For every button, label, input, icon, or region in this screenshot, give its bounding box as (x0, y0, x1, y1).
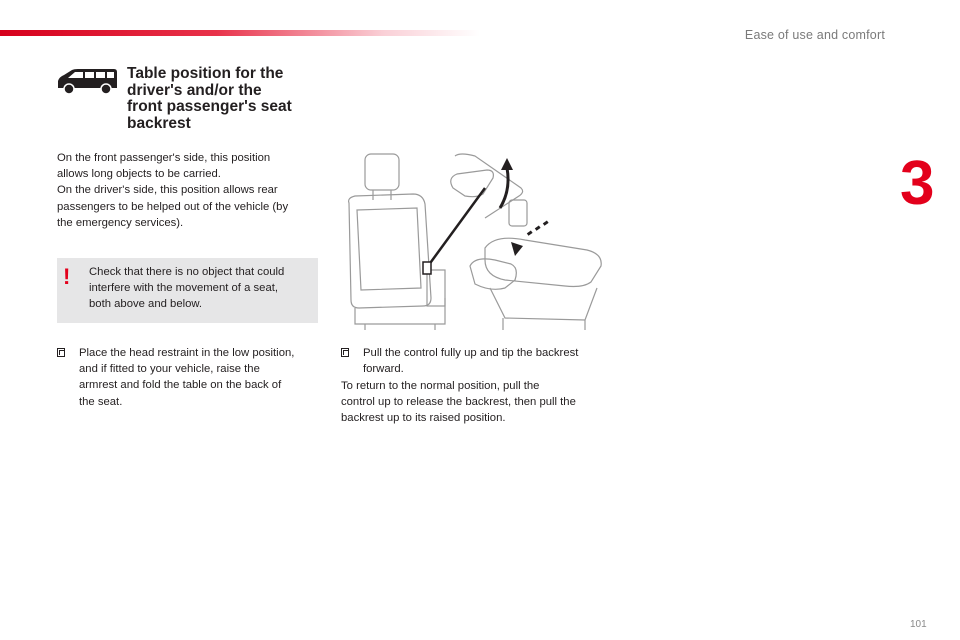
van-side-icon (56, 66, 118, 96)
chapter-color-bar (0, 30, 480, 36)
intro-line: passengers to be helped out of the vehicle (by (57, 200, 289, 213)
step-line: forward. (363, 363, 404, 376)
chapter-number: 3 (900, 149, 935, 218)
checkbox-bullet-icon (57, 348, 65, 357)
checkbox-bullet-icon (341, 348, 349, 357)
exclamation-warning-icon: ! (63, 264, 71, 289)
warning-line: both above and below. (89, 298, 203, 311)
step-line: armrest and fold the table on the back of (79, 379, 282, 392)
step-line: the seat. (79, 395, 123, 408)
heading-line: driver's and/or the (127, 81, 262, 99)
warning-line: interfere with the movement of a seat, (89, 282, 279, 295)
intro-paragraph (57, 150, 319, 231)
heading-line: Table position for the (127, 65, 284, 82)
step-2-text (363, 345, 611, 377)
page-heading (127, 66, 327, 132)
intro-line: On the driver's side, this position allows rear (57, 184, 278, 197)
intro-line: allows long objects to be carried. (57, 168, 221, 181)
heading-line: backrest (127, 114, 191, 132)
section-title: Ease of use and comfort (744, 28, 885, 42)
seat-backrest-table-illustration (335, 148, 620, 330)
intro-line: On the front passenger's side, this position (57, 152, 271, 164)
return-line: control up to release the backrest, then pull the (341, 396, 576, 409)
return-line: backrest up to its raised position. (341, 412, 506, 425)
step-2 (341, 345, 611, 377)
step-line: Pull the control fully up and tip the backrest (363, 347, 579, 359)
step-line: Place the head restraint in the low position, (79, 347, 295, 359)
return-line: To return to the normal position, pull the (341, 380, 540, 392)
heading-line: front passenger's seat (127, 98, 292, 115)
intro-line: the emergency services). (57, 216, 184, 229)
warning-text (89, 264, 311, 313)
warning-line: Check that there is no object that could (89, 266, 285, 278)
step-1-text (79, 345, 322, 410)
step-1 (57, 345, 322, 410)
page-number: 101 (910, 619, 927, 630)
step-line: and if fitted to your vehicle, raise the (79, 363, 260, 376)
return-note (341, 378, 603, 427)
